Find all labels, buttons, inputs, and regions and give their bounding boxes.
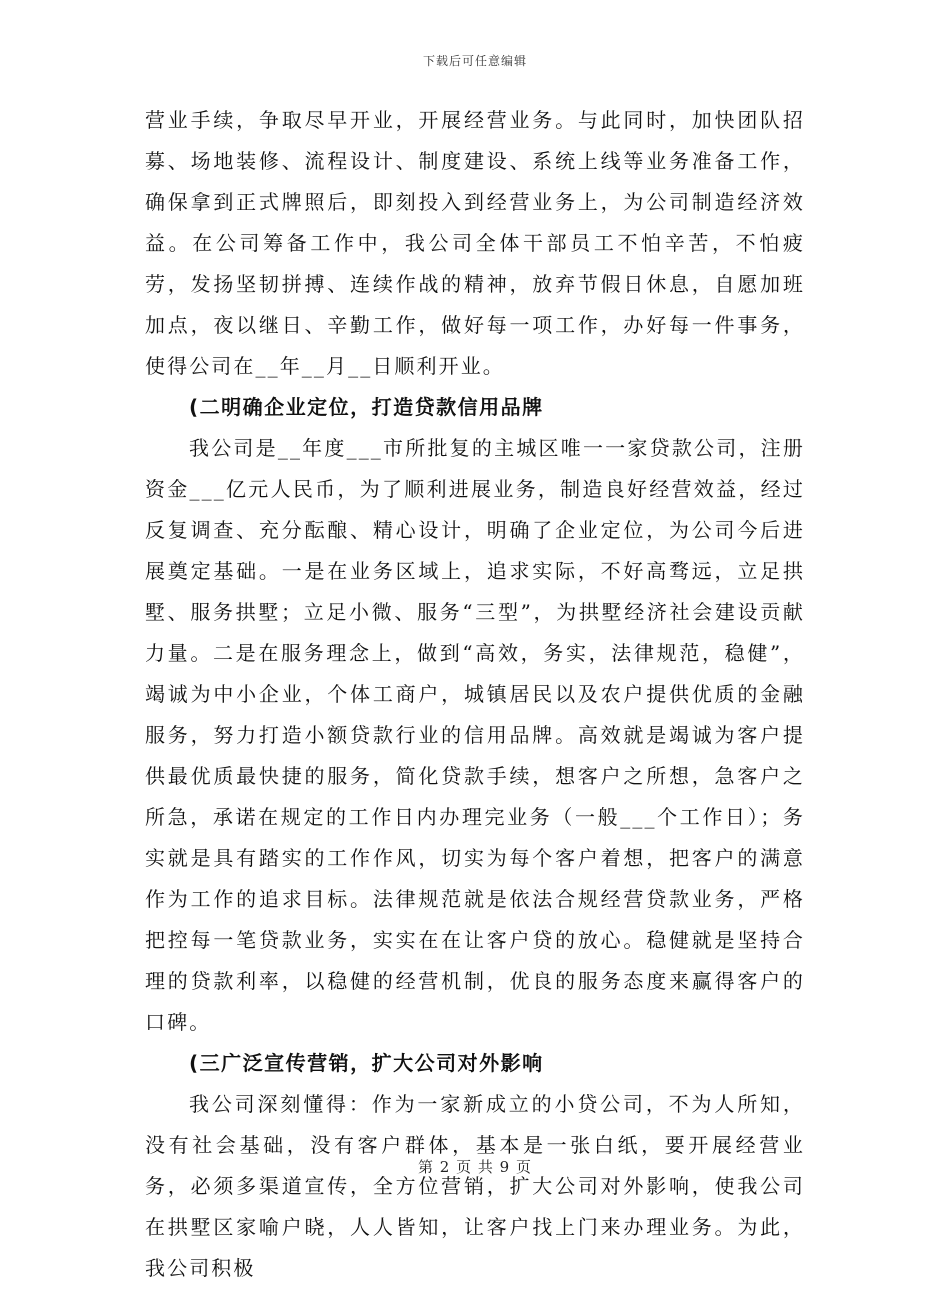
page-number: 第 2 页 共 9 页 (418, 1158, 532, 1176)
paragraph-continuation: 营业手续，争取尽早开业，开展经营业务。与此同时，加快团队招募、场地装修、流程设计、制度建设、系统上线等业务准备工作，确保拿到正式牌照后，即刻投入到经营业务上，为公司制造经济效益。在公司筹备工作中，我公司全体干部员工不怕辛苦，不怕疲劳，发扬坚韧拼搏、连续作战的精神，放弃节假日休息，自愿加班加点，夜以继日、辛勤工作，做好每一项工作，办好每一件事务，使得公司在__年__月__日顺利开业。 (145, 108, 805, 378)
document-body (145, 100, 805, 1289)
section-heading-3: (三广泛宣传营销，扩大公司对外影响 (189, 1051, 544, 1075)
section-heading-2: (二明确企业定位，打造贷款信用品牌 (189, 395, 544, 419)
paragraph-positioning: 我公司是__年度___市所批复的主城区唯一一家贷款公司，注册资金___亿元人民币，为了顺利进展业务，制造良好经营效益，经过反复调查、充分酝酿、精心设计，明确了企业定位，为公司今后进展奠定基础。一是在业务区域上，追求实际，不好高骛远，立足拱墅、服务拱墅；立足小微、服务“三型”，为拱墅经济社会建设贡献力量。二是在服务理念上，做到“高效，务实，法律规范，稳健”，竭诚为中小企业，个体工商户，城镇居民以及农户提供优质的金融服务，努力打造小额贷款行业的信用品牌。高效就是竭诚为客户提供最优质最快捷的服务，简化贷款手续，想客户之所想，急客户之所急，承诺在规定的工作日内办理完业务（一般___个工作日）；务实就是具有踏实的工作作风，切实为每个客户着想，把客户的满意作为工作的追求目标。法律规范就是依法合规经营贷款业务，严格把控每一笔贷款业务，实实在在让客户贷的放心。稳健就是坚持合理的贷款利率，以稳健的经营机制，优良的服务态度来赢得客户的口碑。 (145, 436, 805, 1034)
paragraph-marketing: 我公司深刻懂得：作为一家新成立的小贷公司，不为人所知，没有社会基础，没有客户群体，基本是一张白纸，要开展经营业务，必须多渠道宣传，全方位营销，扩大公司对外影响，使我公司在拱墅区家喻户晓，人人皆知，让客户找上门来办理业务。为此，我公司积极 (145, 1092, 805, 1280)
page-header-note: 下载后可任意编辑 (422, 54, 527, 68)
